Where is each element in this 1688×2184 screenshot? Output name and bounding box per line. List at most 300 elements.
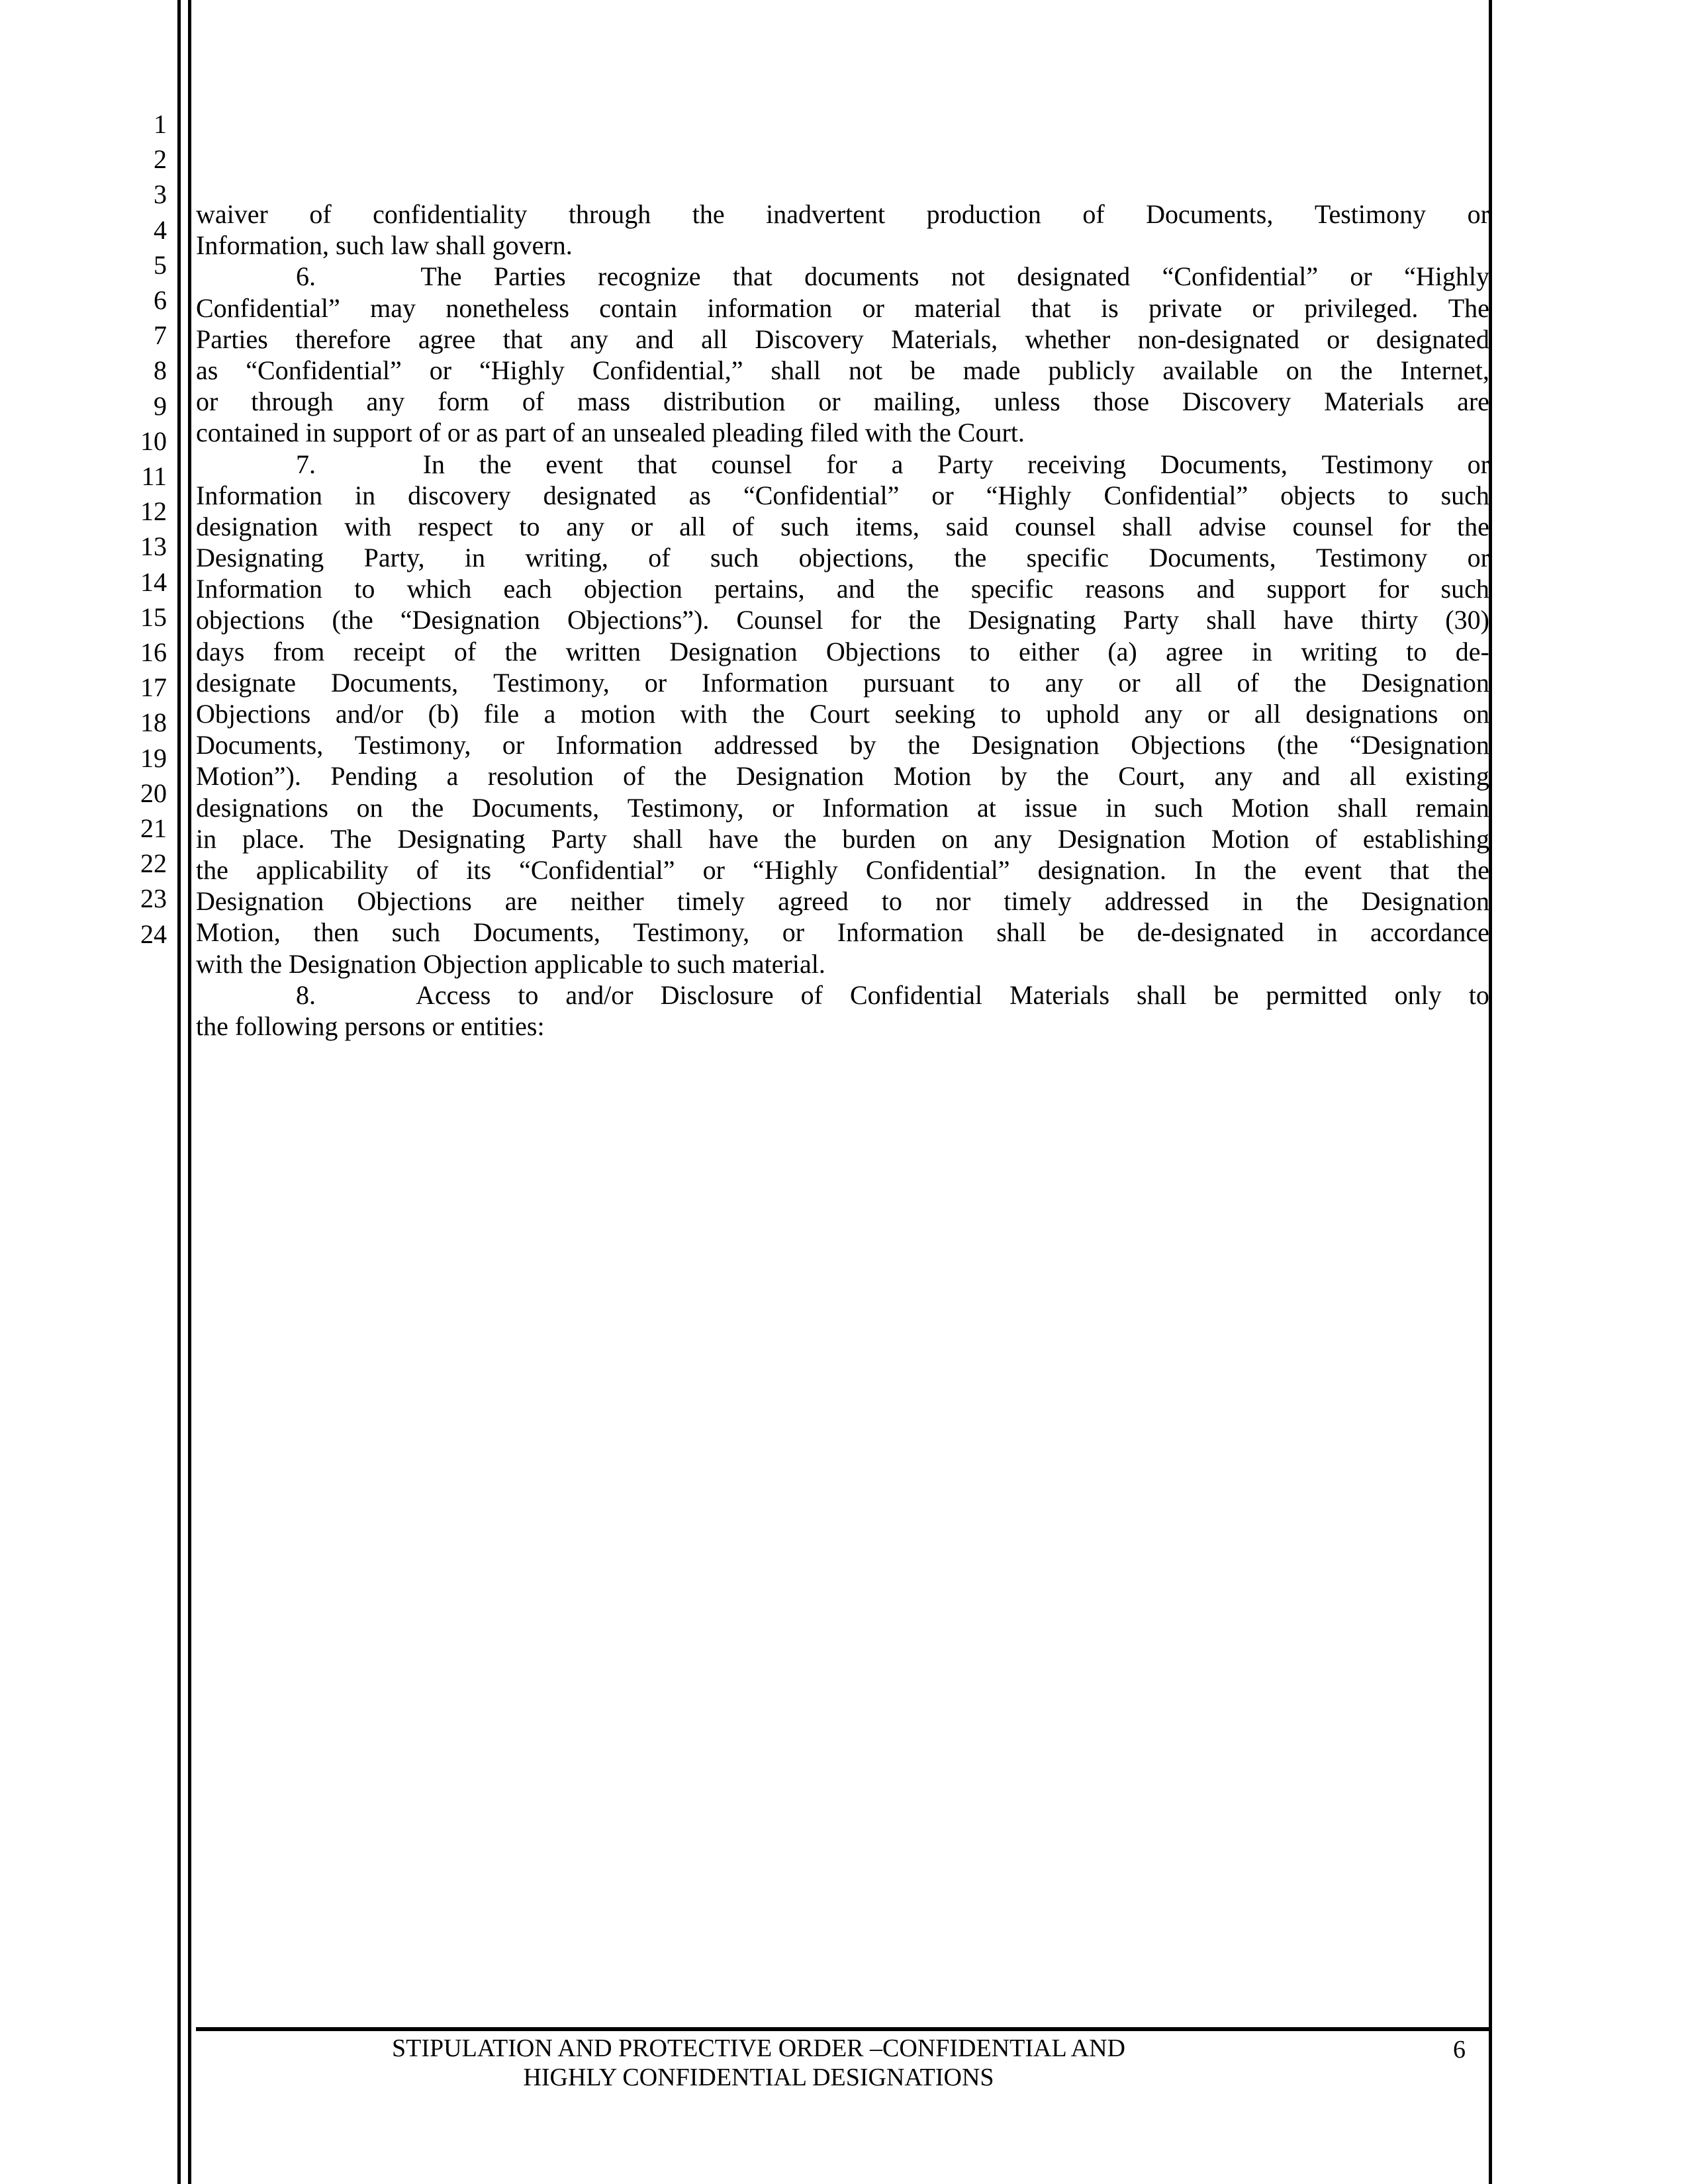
word: specific	[970, 574, 1054, 604]
word: addressed	[1104, 886, 1209, 917]
word: The	[1448, 293, 1489, 323]
word: applicability	[256, 854, 389, 885]
word: issue	[1024, 792, 1078, 823]
word: establishing	[1362, 823, 1489, 854]
word: such	[780, 511, 829, 541]
word: or	[782, 917, 805, 948]
word: of	[1315, 823, 1338, 854]
word: shall	[996, 917, 1047, 948]
word: such	[391, 917, 441, 948]
word: the	[1456, 854, 1489, 885]
word: that	[732, 261, 773, 292]
word: or	[1467, 449, 1489, 479]
word: to	[1387, 480, 1409, 510]
word: through	[568, 199, 651, 229]
word: file	[483, 699, 520, 729]
word: with	[680, 699, 727, 729]
pleading-rule-outer	[188, 0, 191, 2184]
word: Objections	[196, 699, 311, 729]
word: are	[504, 886, 538, 917]
word: Motion	[1211, 823, 1289, 854]
word: or	[931, 480, 954, 510]
word: only	[1394, 979, 1442, 1010]
word: or	[502, 730, 525, 760]
word: place.	[242, 823, 305, 854]
word: the	[954, 543, 987, 573]
word: of	[1082, 199, 1105, 229]
text-line	[196, 355, 1489, 386]
word: support	[1266, 574, 1346, 604]
word: Documents,	[1149, 543, 1276, 573]
word: that	[637, 449, 677, 479]
word: available	[1162, 355, 1258, 385]
footer-title-line-2: HIGHLY CONFIDENTIAL DESIGNATIONS	[523, 2064, 994, 2091]
word: the	[906, 574, 939, 604]
word: or	[630, 511, 653, 541]
word: seeking	[894, 699, 976, 729]
word: by	[1000, 761, 1027, 792]
word: to	[881, 886, 902, 917]
word: whether	[1025, 324, 1111, 354]
word: shall	[1337, 792, 1388, 823]
word: objections,	[798, 543, 915, 573]
word: Confidential,”	[592, 355, 743, 385]
text-line	[196, 573, 1489, 604]
footer-title-line-1: STIPULATION AND PROTECTIVE ORDER –CONFIDENTIAL AND	[392, 2034, 1125, 2062]
word: the	[1244, 854, 1277, 885]
word: Confidential	[850, 979, 982, 1010]
word: neither	[570, 886, 644, 917]
word: the	[196, 854, 228, 885]
word: Objections	[1131, 730, 1246, 760]
word: agree	[1166, 636, 1223, 666]
word: The	[330, 823, 372, 854]
text-line	[196, 261, 1489, 292]
word: shall	[1206, 605, 1256, 635]
word: all	[1349, 761, 1376, 792]
word: Designation	[196, 886, 324, 917]
word: the	[1340, 355, 1373, 385]
word: any	[366, 387, 405, 417]
text-line: contained in support of or as part of an unsealed pleading filed with the Court.	[196, 418, 1025, 448]
word: not	[848, 355, 883, 385]
word: Designation	[1361, 886, 1489, 917]
word: be	[910, 355, 935, 385]
word: Party	[937, 449, 994, 479]
word: and/or	[335, 699, 404, 729]
text-line	[196, 480, 1489, 511]
word: (b)	[428, 699, 459, 729]
word: of	[416, 854, 439, 885]
word: shall	[632, 823, 683, 854]
word: Designation	[735, 761, 865, 792]
text-line	[196, 293, 1489, 324]
word: in	[1105, 792, 1127, 823]
word: Documents,	[473, 917, 600, 948]
word: designations	[1305, 699, 1438, 729]
paragraph-marker	[196, 261, 389, 292]
word: the	[908, 605, 941, 635]
word: Designation	[669, 636, 798, 666]
word: the	[1295, 886, 1329, 917]
word: Designating	[968, 605, 1096, 635]
word: those	[1093, 387, 1149, 417]
word: counsel	[711, 449, 792, 479]
word: Documents,	[196, 730, 324, 760]
word: have	[1283, 605, 1334, 635]
word: confidentiality	[373, 199, 528, 229]
word: be	[1079, 917, 1105, 948]
word: “Highly	[986, 480, 1072, 510]
word: agreed	[778, 886, 849, 917]
word: are	[1457, 387, 1489, 417]
word: pertains,	[714, 574, 805, 604]
text-line	[196, 511, 1489, 542]
word: from	[273, 636, 325, 666]
word: of	[453, 636, 477, 666]
footer-content	[196, 2031, 1489, 2092]
word: Confidential”	[865, 854, 1010, 885]
word: all	[1175, 667, 1202, 698]
word: addressed	[714, 730, 819, 760]
word: or	[429, 355, 452, 385]
word: the	[692, 199, 725, 229]
word: its	[466, 854, 492, 885]
word: burden	[842, 823, 916, 854]
paragraph-number: 6.	[296, 261, 316, 292]
word: Information	[701, 667, 829, 698]
word: form	[438, 387, 489, 417]
word: and/or	[565, 979, 633, 1010]
word: shall	[1137, 979, 1187, 1010]
word: of	[309, 199, 332, 229]
word: that	[502, 324, 543, 354]
word: not	[951, 261, 985, 292]
word: Information	[196, 574, 323, 604]
text-line	[196, 917, 1489, 948]
word: motion	[580, 699, 656, 729]
word: to	[1468, 979, 1489, 1010]
word: Testimony,	[627, 792, 744, 823]
word: of	[1237, 667, 1259, 698]
line-number: 8	[154, 355, 167, 386]
word: and	[1196, 574, 1235, 604]
word: designation.	[1037, 854, 1167, 885]
word: on	[356, 792, 383, 823]
text-line	[196, 792, 1489, 823]
word: In	[1194, 854, 1217, 885]
line-number: 17	[140, 672, 167, 703]
word: Documents,	[471, 792, 600, 823]
word: have	[708, 823, 759, 854]
word: any	[569, 324, 608, 354]
word: designate	[196, 667, 297, 698]
line-number: 18	[140, 707, 167, 738]
word: be	[1213, 979, 1239, 1010]
word: uphold	[1046, 699, 1120, 729]
word: in	[464, 543, 485, 573]
line-number: 3	[154, 179, 167, 210]
word: for	[1399, 511, 1431, 541]
word: Testimony,	[354, 730, 471, 760]
word: the	[1056, 761, 1089, 792]
word: unless	[994, 387, 1060, 417]
word: nonetheless	[445, 293, 569, 323]
word: or	[1467, 199, 1489, 229]
word: Party	[551, 823, 607, 854]
word: resolution	[487, 761, 594, 792]
word: or	[1207, 699, 1230, 729]
word: event	[1304, 854, 1362, 885]
word: items,	[855, 511, 919, 541]
word: Court,	[1118, 761, 1186, 792]
word: and	[635, 324, 674, 354]
word: as	[688, 480, 711, 510]
text-line	[196, 854, 1489, 886]
word: to	[1000, 699, 1021, 729]
word: Motion	[1231, 792, 1309, 823]
word: the	[1293, 667, 1327, 698]
word: or	[1118, 667, 1141, 698]
text-line	[196, 636, 1489, 667]
word: Counsel	[736, 605, 823, 635]
word: or	[818, 387, 841, 417]
word: distribution	[663, 387, 786, 417]
line-number: 19	[140, 743, 167, 773]
word: counsel	[1015, 511, 1096, 541]
word: “Highly	[479, 355, 565, 385]
word: of	[623, 761, 645, 792]
text-line	[196, 324, 1489, 355]
word: documents	[804, 261, 919, 292]
word: non-designated	[1137, 324, 1299, 354]
word: all	[679, 511, 706, 541]
word: writing,	[525, 543, 608, 573]
word: receiving	[1027, 449, 1126, 479]
word: or	[1350, 261, 1372, 292]
word: the	[674, 761, 707, 792]
page-number: 6	[1453, 2036, 1466, 2064]
word: Objections”).	[567, 605, 710, 635]
word: any	[994, 823, 1032, 854]
word: Access	[416, 979, 491, 1010]
word: Information	[837, 917, 964, 948]
word: “Confidential”	[519, 854, 675, 885]
word: permitted	[1266, 979, 1368, 1010]
word: Testimony,	[633, 917, 750, 948]
word: the	[479, 449, 512, 479]
word: designated	[1376, 324, 1489, 354]
word: designation	[196, 511, 318, 541]
line-number: 1	[154, 109, 167, 139]
text-line	[196, 667, 1489, 698]
word: at	[976, 792, 996, 823]
word: remain	[1415, 792, 1489, 823]
word: Parties	[196, 324, 268, 354]
word: Designating	[196, 543, 324, 573]
paragraph-number: 7.	[296, 449, 316, 479]
word: objects	[1280, 480, 1356, 510]
word: receipt	[353, 636, 426, 666]
text-line: with the Designation Objection applicable to such material.	[196, 948, 825, 979]
line-number: 16	[140, 637, 167, 667]
line-number: 23	[140, 884, 167, 914]
text-line	[196, 604, 1489, 635]
word: pursuant	[863, 667, 955, 698]
word: all	[1254, 699, 1281, 729]
word: Motion,	[196, 917, 281, 948]
word: “Confidential”	[1162, 261, 1319, 292]
line-number: 6	[154, 285, 167, 315]
word: timely	[677, 886, 745, 917]
word: Confidential”	[196, 293, 340, 323]
line-number: 22	[140, 848, 167, 879]
document-body	[196, 199, 1489, 1042]
word: Party,	[363, 543, 425, 573]
word: Objections	[357, 886, 472, 917]
word: production	[926, 199, 1041, 229]
word: respect	[418, 511, 493, 541]
word: to	[354, 574, 375, 604]
word: mass	[577, 387, 631, 417]
word: “Designation	[400, 605, 540, 635]
word: to	[519, 511, 540, 541]
word: the	[1457, 511, 1489, 541]
word: Confidential”	[1103, 480, 1248, 510]
word: the	[908, 730, 940, 760]
word: Disclosure	[660, 979, 774, 1010]
line-number: 13	[140, 531, 167, 562]
word: or	[1252, 293, 1274, 323]
word: objection	[583, 574, 682, 604]
word: information	[707, 293, 833, 323]
word: Information	[555, 730, 682, 760]
word: Discovery	[755, 324, 864, 354]
word: such	[1440, 480, 1489, 510]
text-line: Information, such law shall govern.	[196, 230, 573, 261]
word: designations	[196, 792, 328, 823]
word: for	[826, 449, 857, 479]
word: of	[731, 511, 755, 541]
word: made	[962, 355, 1021, 385]
line-number: 24	[140, 919, 167, 949]
word: Internet,	[1400, 355, 1489, 385]
word: material	[914, 293, 1002, 323]
word: said	[945, 511, 989, 541]
word: mailing,	[873, 387, 961, 417]
word: Motion	[893, 761, 972, 792]
text-line	[196, 823, 1489, 854]
word: which	[406, 574, 472, 604]
word: “Designation	[1349, 730, 1489, 760]
word: such	[710, 543, 759, 573]
word: to	[969, 636, 990, 666]
word: counsel	[1292, 511, 1374, 541]
word: or	[644, 667, 667, 698]
word: the	[784, 823, 817, 854]
word: Parties	[493, 261, 566, 292]
word: writing	[1301, 636, 1378, 666]
word: or	[1467, 543, 1489, 573]
line-number: 4	[154, 214, 167, 245]
word: de-	[1455, 636, 1489, 666]
word: any	[566, 511, 605, 541]
word: Documents,	[1160, 449, 1288, 479]
word: contain	[599, 293, 678, 323]
word: Discovery	[1182, 387, 1291, 417]
text-line	[196, 199, 1489, 230]
line-number: 5	[154, 250, 167, 280]
footer-title-block	[196, 2034, 1361, 2092]
line-number: 15	[140, 602, 167, 632]
word: or	[862, 293, 884, 323]
word: shall	[771, 355, 821, 385]
word: Court	[809, 699, 870, 729]
word: of	[648, 543, 671, 573]
word: in	[196, 823, 217, 854]
word: of	[800, 979, 823, 1010]
word: Pending	[330, 761, 418, 792]
word: agree	[418, 324, 476, 354]
paragraph-marker	[196, 979, 389, 1011]
word: a	[891, 449, 904, 479]
word: for	[850, 605, 882, 635]
word: (a)	[1107, 636, 1137, 666]
word: the	[504, 636, 538, 666]
word: Party	[1123, 605, 1180, 635]
line-number: 21	[140, 813, 167, 843]
word: recognize	[598, 261, 701, 292]
word: on	[1286, 355, 1313, 385]
word: a	[446, 761, 459, 792]
word: specific	[1026, 543, 1109, 573]
line-number: 2	[154, 144, 167, 175]
word: then	[313, 917, 359, 948]
word: Objections	[825, 636, 941, 666]
word: The	[420, 261, 462, 292]
word: or	[196, 387, 218, 417]
pleading-rule-inner	[177, 0, 181, 2184]
word: Testimony	[1314, 199, 1427, 229]
word: or	[772, 792, 794, 823]
line-number: 7	[154, 320, 167, 351]
word: Testimony	[1315, 543, 1428, 573]
word: Designation	[971, 730, 1100, 760]
word: and	[1282, 761, 1321, 792]
word: Testimony	[1321, 449, 1433, 479]
word: Materials,	[891, 324, 998, 354]
word: nor	[935, 886, 971, 917]
word: shall	[1122, 511, 1172, 541]
word: with	[344, 511, 392, 541]
word: Testimony,	[493, 667, 610, 698]
word: privileged.	[1304, 293, 1419, 323]
word: in	[1251, 636, 1273, 666]
word: Motion”).	[196, 761, 301, 792]
word: for	[1378, 574, 1409, 604]
word: Designation	[1057, 823, 1186, 854]
word: de-designated	[1137, 917, 1284, 948]
word: “Highly	[752, 854, 838, 885]
line-number: 10	[140, 426, 167, 456]
word: as	[196, 355, 218, 385]
word: the	[752, 699, 785, 729]
line-number-gutter	[0, 0, 167, 2184]
word: a	[543, 699, 556, 729]
word: Documents,	[1146, 199, 1274, 229]
word: on	[941, 823, 968, 854]
line-number: 9	[154, 390, 167, 421]
